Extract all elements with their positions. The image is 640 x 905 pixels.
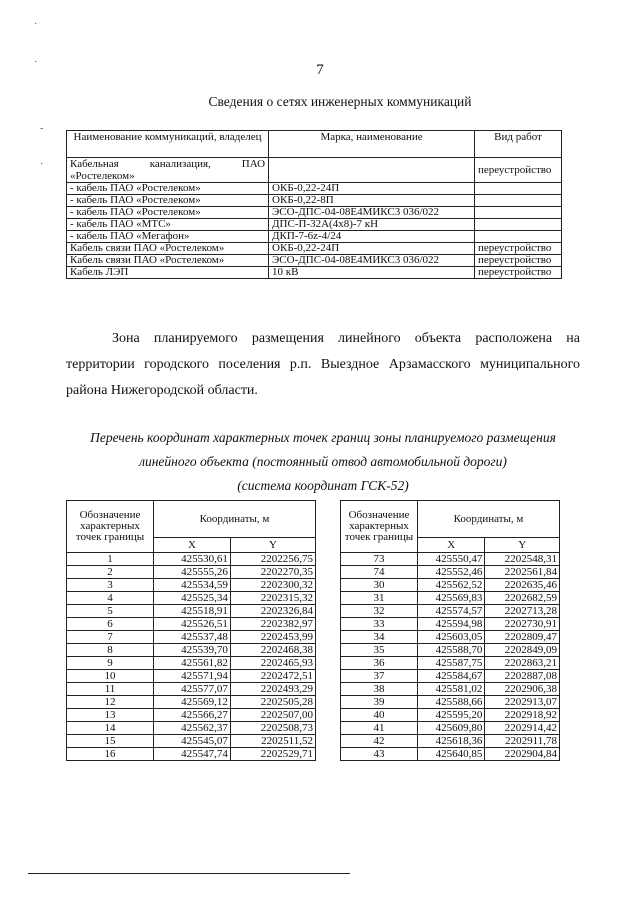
zone-paragraph bbox=[66, 326, 580, 404]
table-row bbox=[67, 605, 316, 618]
table-cell: ОКБ-0,22-24П bbox=[269, 243, 475, 255]
table-cell: 425562,37 bbox=[154, 722, 231, 735]
table-cell bbox=[475, 207, 562, 219]
table-cell: 2 bbox=[67, 566, 154, 579]
table-row bbox=[341, 670, 560, 683]
table-cell: 3 bbox=[67, 579, 154, 592]
table-cell: Кабельная канализация, ПАО «Ростелеком» bbox=[67, 158, 269, 183]
table-cell: 425569,83 bbox=[418, 592, 485, 605]
table-cell: 37 bbox=[341, 670, 418, 683]
table-cell: 425603,05 bbox=[418, 631, 485, 644]
table-row bbox=[341, 722, 560, 735]
table-header-row bbox=[67, 501, 316, 538]
coordinates-table-left bbox=[66, 500, 316, 761]
table-cell: 10 bbox=[67, 670, 154, 683]
table-cell: 74 bbox=[341, 566, 418, 579]
table-row bbox=[341, 735, 560, 748]
table-row bbox=[341, 657, 560, 670]
table-cell: 2202529,71 bbox=[230, 748, 315, 761]
table-cell: 425545,07 bbox=[154, 735, 231, 748]
table-cell: 425539,70 bbox=[154, 644, 231, 657]
table-row bbox=[341, 579, 560, 592]
footnote-divider bbox=[28, 873, 350, 874]
table-row bbox=[67, 231, 562, 243]
table-row bbox=[67, 631, 316, 644]
table-cell: 425581,02 bbox=[418, 683, 485, 696]
table-cell: 2202635,46 bbox=[485, 579, 560, 592]
table-cell: 425584,67 bbox=[418, 670, 485, 683]
table-cell: 35 bbox=[341, 644, 418, 657]
coordinates-title bbox=[66, 426, 580, 498]
table-cell: ОКБ-0,22-24П bbox=[269, 183, 475, 195]
table-row bbox=[67, 579, 316, 592]
table-cell: 425569,12 bbox=[154, 696, 231, 709]
table-cell: Кабель связи ПАО «Ростелеком» bbox=[67, 243, 269, 255]
table-cell: 38 bbox=[341, 683, 418, 696]
table-cell: 14 bbox=[67, 722, 154, 735]
table-cell: - кабель ПАО «Ростелеком» bbox=[67, 183, 269, 195]
table-cell bbox=[475, 183, 562, 195]
table-cell: 41 bbox=[341, 722, 418, 735]
table-row bbox=[67, 566, 316, 579]
page-heading: Сведения о сетях инженерных коммуникаций bbox=[208, 94, 472, 109]
table-row bbox=[67, 670, 316, 683]
table-cell: 2202849,09 bbox=[485, 644, 560, 657]
page-number: 7 bbox=[316, 62, 324, 78]
table-cell: 2202453,99 bbox=[230, 631, 315, 644]
table-header-row bbox=[67, 131, 562, 158]
table-cell: 425534,59 bbox=[154, 579, 231, 592]
table-cell: 9 bbox=[67, 657, 154, 670]
table-row bbox=[67, 207, 562, 219]
table-row bbox=[341, 748, 560, 761]
table-row bbox=[341, 566, 560, 579]
table-row bbox=[341, 696, 560, 709]
table-cell: 2202904,84 bbox=[485, 748, 560, 761]
table-cell: 425518,91 bbox=[154, 605, 231, 618]
table-cell: 2202911,78 bbox=[485, 735, 560, 748]
table-cell: 2202508,73 bbox=[230, 722, 315, 735]
table-cell: переустройство bbox=[475, 255, 562, 267]
table-cell: 36 bbox=[341, 657, 418, 670]
table-cell: 1 bbox=[67, 553, 154, 566]
table-cell: 425594,98 bbox=[418, 618, 485, 631]
table-cell: 15 bbox=[67, 735, 154, 748]
column-header: Обозначение характерных точек границы bbox=[341, 501, 418, 553]
column-header: Координаты, м bbox=[154, 501, 316, 538]
table-cell: 2202326,84 bbox=[230, 605, 315, 618]
table-cell: 2202472,51 bbox=[230, 670, 315, 683]
table-row bbox=[67, 255, 562, 267]
scan-mark: - bbox=[40, 123, 44, 134]
table-cell: 6 bbox=[67, 618, 154, 631]
table-cell: 425574,57 bbox=[418, 605, 485, 618]
table-cell: 2202561,84 bbox=[485, 566, 560, 579]
table-cell: 2202493,29 bbox=[230, 683, 315, 696]
table-cell bbox=[475, 219, 562, 231]
table-cell: 2202809,47 bbox=[485, 631, 560, 644]
table-cell: 2202507,00 bbox=[230, 709, 315, 722]
table-cell: Кабель ЛЭП bbox=[67, 267, 269, 279]
scan-mark: · bbox=[34, 19, 38, 30]
table-row bbox=[341, 631, 560, 644]
table-cell: 43 bbox=[341, 748, 418, 761]
table-row bbox=[67, 683, 316, 696]
table-cell: 425537,48 bbox=[154, 631, 231, 644]
table-row bbox=[341, 709, 560, 722]
table-cell: 2202914,42 bbox=[485, 722, 560, 735]
table-row bbox=[67, 158, 562, 183]
coordinates-table-right bbox=[340, 500, 560, 761]
table-cell: 425640,85 bbox=[418, 748, 485, 761]
table-cell: 11 bbox=[67, 683, 154, 696]
table-cell: 31 bbox=[341, 592, 418, 605]
table-cell: 2202906,38 bbox=[485, 683, 560, 696]
table-cell bbox=[269, 158, 475, 183]
column-header: Обозначение характерных точек границы bbox=[67, 501, 154, 553]
table-row bbox=[67, 195, 562, 207]
table-cell: 425555,26 bbox=[154, 566, 231, 579]
table-row bbox=[67, 735, 316, 748]
table-cell: ЭСО-ДПС-04-08Е4МИКС3 036/022 bbox=[269, 255, 475, 267]
column-header: Координаты, м bbox=[418, 501, 560, 538]
table-cell: 10 кВ bbox=[269, 267, 475, 279]
table-cell: 4 bbox=[67, 592, 154, 605]
table-row bbox=[341, 592, 560, 605]
table-cell: 2202256,75 bbox=[230, 553, 315, 566]
table-cell: 16 bbox=[67, 748, 154, 761]
table-cell: 8 bbox=[67, 644, 154, 657]
table-header-row bbox=[341, 501, 560, 538]
scan-mark: · bbox=[34, 57, 38, 68]
table-row bbox=[67, 553, 316, 566]
table-cell: 425547,74 bbox=[154, 748, 231, 761]
table-cell: 34 bbox=[341, 631, 418, 644]
table-cell: ЭСО-ДПС-04-08Е4МИКС3 036/022 bbox=[269, 207, 475, 219]
table-cell: 425618,36 bbox=[418, 735, 485, 748]
table-cell bbox=[475, 231, 562, 243]
table-cell: переустройство bbox=[475, 267, 562, 279]
paragraph-text: Зона планируемого размещения линейного объекта расположена на территории городского поселения р.п. Выездное Арзамасского муниципального района Нижегородской области. bbox=[66, 331, 580, 398]
table-cell: 13 bbox=[67, 709, 154, 722]
column-header: X bbox=[418, 538, 485, 553]
table-row bbox=[67, 618, 316, 631]
table-row bbox=[67, 243, 562, 255]
table-cell: ДКП-7-6z-4/24 bbox=[269, 231, 475, 243]
table-cell: 2202511,52 bbox=[230, 735, 315, 748]
table-row bbox=[67, 722, 316, 735]
table-cell: - кабель ПАО «Мегафон» bbox=[67, 231, 269, 243]
table-row bbox=[67, 183, 562, 195]
table-row bbox=[67, 644, 316, 657]
table-row bbox=[341, 605, 560, 618]
scan-mark: · bbox=[40, 159, 44, 170]
table-cell: 425562,52 bbox=[418, 579, 485, 592]
table-cell: 2202315,32 bbox=[230, 592, 315, 605]
table-cell: 425530,61 bbox=[154, 553, 231, 566]
table-cell: 425566,27 bbox=[154, 709, 231, 722]
coordinates-title-line: линейного объекта (постоянный отвод автомобильной дороги) bbox=[139, 454, 507, 469]
table-cell: 12 bbox=[67, 696, 154, 709]
coordinates-title-line: Перечень координат характерных точек границ зоны планируемого размещения bbox=[90, 430, 556, 445]
table-cell: 425526,51 bbox=[154, 618, 231, 631]
table-cell: 2202713,28 bbox=[485, 605, 560, 618]
table-cell: 30 bbox=[341, 579, 418, 592]
table-cell: 2202465,93 bbox=[230, 657, 315, 670]
table-cell: 425588,66 bbox=[418, 696, 485, 709]
table-row bbox=[341, 644, 560, 657]
table-cell: переустройство bbox=[475, 158, 562, 183]
table-cell: 425571,94 bbox=[154, 670, 231, 683]
table-row bbox=[67, 748, 316, 761]
table-row bbox=[341, 618, 560, 631]
column-header: Вид работ bbox=[475, 131, 562, 158]
table-cell: 425588,70 bbox=[418, 644, 485, 657]
table-cell: 425595,20 bbox=[418, 709, 485, 722]
table-row bbox=[67, 219, 562, 231]
engineering-networks-table bbox=[66, 130, 562, 279]
table-cell: 2202730,91 bbox=[485, 618, 560, 631]
table-row bbox=[67, 696, 316, 709]
table-cell: 425577,07 bbox=[154, 683, 231, 696]
table-cell: переустройство bbox=[475, 243, 562, 255]
table-cell: 73 bbox=[341, 553, 418, 566]
table-cell: 32 bbox=[341, 605, 418, 618]
table-cell: 40 bbox=[341, 709, 418, 722]
table-cell: 2202682,59 bbox=[485, 592, 560, 605]
table-cell: 2202913,07 bbox=[485, 696, 560, 709]
table-cell: 2202887,08 bbox=[485, 670, 560, 683]
table-cell: ДПС-П-32А(4х8)-7 кН bbox=[269, 219, 475, 231]
table-cell: 2202270,35 bbox=[230, 566, 315, 579]
table-cell: 33 bbox=[341, 618, 418, 631]
table-row bbox=[67, 267, 562, 279]
table-cell: Кабель связи ПАО «Ростелеком» bbox=[67, 255, 269, 267]
table-row bbox=[67, 592, 316, 605]
table-cell: 2202468,38 bbox=[230, 644, 315, 657]
table-cell: 39 bbox=[341, 696, 418, 709]
column-header: Y bbox=[485, 538, 560, 553]
table-cell: - кабель ПАО «Ростелеком» bbox=[67, 195, 269, 207]
table-cell: 7 bbox=[67, 631, 154, 644]
table-cell: 425550,47 bbox=[418, 553, 485, 566]
column-header: Марка, наименование bbox=[269, 131, 475, 158]
table-row bbox=[341, 553, 560, 566]
table-cell: 42 bbox=[341, 735, 418, 748]
table-cell: 2202918,92 bbox=[485, 709, 560, 722]
coordinates-title-line: (система координат ГСК-52) bbox=[237, 478, 409, 493]
table-cell: 425552,46 bbox=[418, 566, 485, 579]
table-cell: 425587,75 bbox=[418, 657, 485, 670]
table-row bbox=[67, 657, 316, 670]
table-cell: ОКБ-0,22-8П bbox=[269, 195, 475, 207]
table-cell: 425561,82 bbox=[154, 657, 231, 670]
table-cell: 425609,80 bbox=[418, 722, 485, 735]
table-row bbox=[341, 683, 560, 696]
column-header: X bbox=[154, 538, 231, 553]
table-cell: 2202382,97 bbox=[230, 618, 315, 631]
table-cell: 2202548,31 bbox=[485, 553, 560, 566]
table-cell bbox=[475, 195, 562, 207]
table-cell: - кабель ПАО «МТС» bbox=[67, 219, 269, 231]
table-cell: 2202300,32 bbox=[230, 579, 315, 592]
table-cell: - кабель ПАО «Ростелеком» bbox=[67, 207, 269, 219]
table-cell: 2202863,21 bbox=[485, 657, 560, 670]
table-cell: 425525,34 bbox=[154, 592, 231, 605]
column-header: Наименование коммуникаций, владелец bbox=[67, 131, 269, 158]
table-cell: 5 bbox=[67, 605, 154, 618]
table-cell: 2202505,28 bbox=[230, 696, 315, 709]
table-row bbox=[67, 709, 316, 722]
column-header: Y bbox=[230, 538, 315, 553]
